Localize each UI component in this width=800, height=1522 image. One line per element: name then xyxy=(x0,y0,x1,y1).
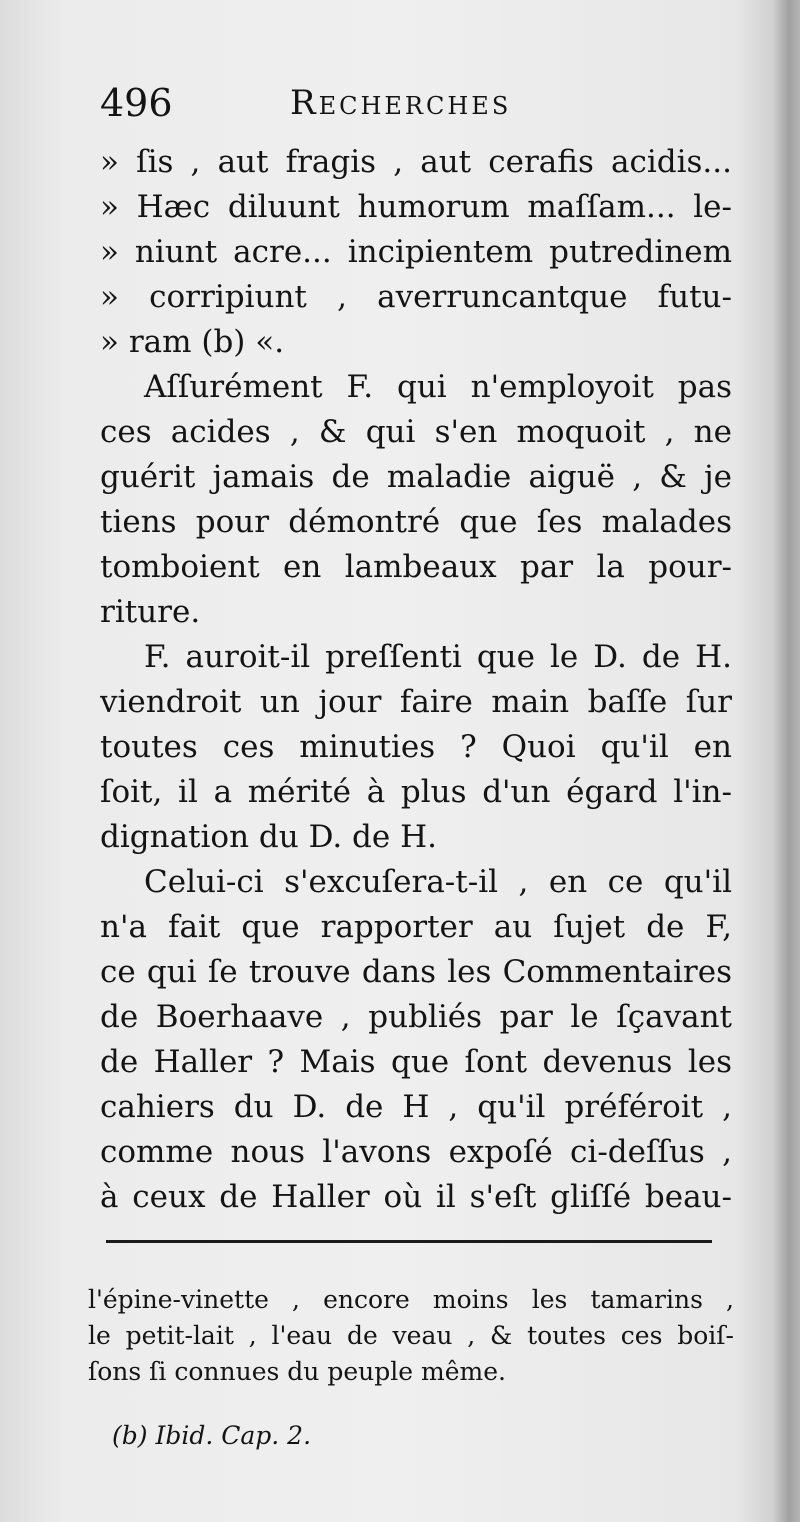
text-line: dignation du D. de H. xyxy=(100,819,437,855)
text-line: » ſis , aut fragis , aut cerafis acidis... xyxy=(100,144,732,180)
text-line: toutes ces minuties ? Quoi qu'il en xyxy=(100,729,732,765)
footnote-line: l'épine-vinette , encore moins les tamarins , xyxy=(88,1285,734,1314)
text-line: » Hæc diluunt humorum maſſam... le- xyxy=(100,189,732,225)
text-line: ce qui ſe trouve dans les Commentaires xyxy=(100,954,732,990)
page-number: 496 xyxy=(100,81,173,125)
text-line: riture. xyxy=(100,594,201,630)
footnote-line: le petit-lait , l'eau de veau , & toutes ces boiſ- xyxy=(88,1321,734,1350)
text-line: n'a fait que rapporter au ſujet de F, xyxy=(100,909,732,945)
text-line: » corripiunt , averruncantque futu- xyxy=(100,279,732,315)
main-text xyxy=(100,140,732,1220)
text-line: ſoit, il a mérité à plus d'un égard l'in- xyxy=(100,774,732,810)
text-line: tomboient en lambeaux par la pour- xyxy=(100,549,732,585)
text-line: Aſſurément F. qui n'employoit pas xyxy=(144,369,732,405)
page-edge-shadow xyxy=(772,0,800,1522)
footnote-separator-rule xyxy=(106,1240,712,1243)
footnote-reference: (b) Ibid. Cap. 2. xyxy=(112,1421,312,1450)
text-line: de Boerhaave , publiés par le ſçavant xyxy=(100,999,732,1035)
text-line: cahiers du D. de H , qu'il préféroit , xyxy=(100,1089,732,1125)
text-line: ces acides , & qui s'en moquoit , ne xyxy=(100,414,732,450)
text-line: viendroit un jour faire main baſſe ſur xyxy=(100,684,732,720)
text-line: comme nous l'avons expoſé ci-deſſus , xyxy=(100,1134,732,1170)
running-title: Recherches xyxy=(290,83,512,123)
text-line: à ceux de Haller où il s'eſt gliſſé beau- xyxy=(100,1179,732,1215)
text-line: » ram (b) «. xyxy=(100,324,285,360)
text-line: de Haller ? Mais que ſont devenus les xyxy=(100,1044,732,1080)
text-line: guérit jamais de maladie aiguë , & je xyxy=(100,459,732,495)
footnote-continuation xyxy=(88,1282,734,1390)
text-line: Celui-ci s'excuſera-t-il , en ce qu'il xyxy=(144,864,732,900)
text-line: » niunt acre... incipientem putredinem xyxy=(100,234,732,270)
footnote-line: ſons ſi connues du peuple même. xyxy=(88,1357,506,1386)
page-header xyxy=(100,78,720,128)
text-line: F. auroit-il preſſenti que le D. de H. xyxy=(144,639,732,675)
text-line: tiens pour démontré que ſes malades xyxy=(100,504,732,540)
